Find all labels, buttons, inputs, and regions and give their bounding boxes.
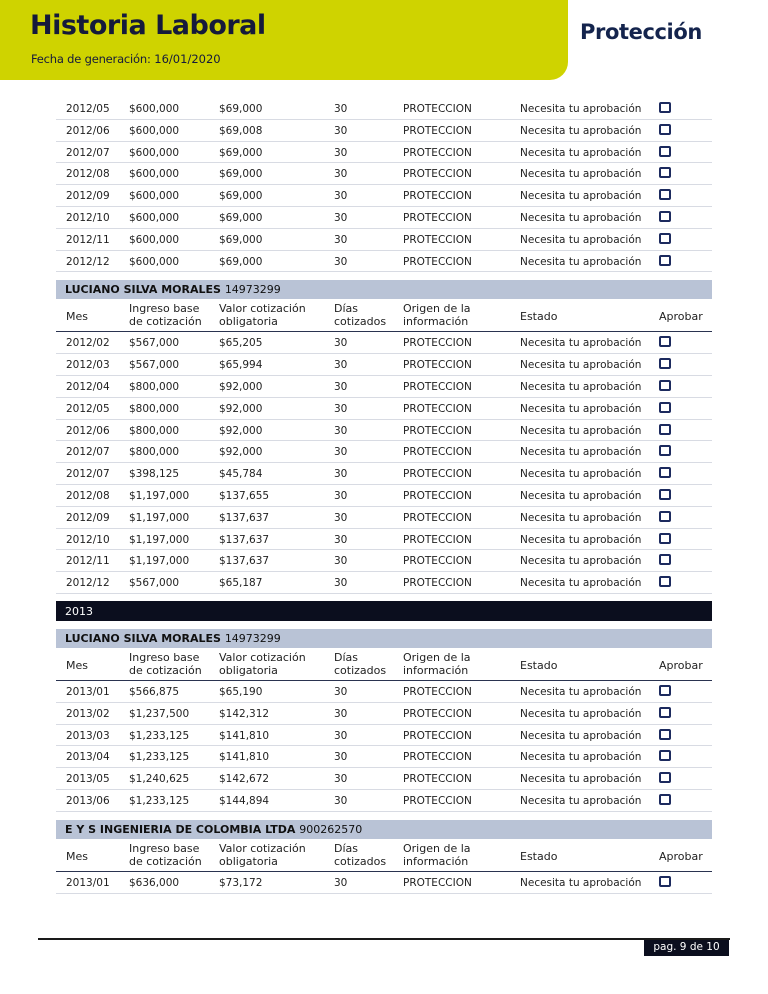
approve-checkbox[interactable] (659, 380, 671, 391)
approve-checkbox[interactable] (659, 402, 671, 413)
cell-dias: 30 (334, 103, 348, 115)
approve-checkbox[interactable] (659, 189, 671, 200)
cell-estado: Necesita tu aprobación (520, 468, 642, 481)
approve-checkbox[interactable] (659, 146, 671, 157)
cell-estado: Necesita tu aprobación (520, 489, 642, 502)
cell-ingreso: $600,000 (129, 190, 180, 203)
cell-estado: Necesita tu aprobación (520, 707, 642, 720)
table-row (56, 550, 712, 572)
approve-checkbox[interactable] (659, 255, 671, 266)
cell-origen: PROTECCION (403, 773, 472, 786)
table-row (56, 120, 712, 142)
cell-origen: PROTECCION (403, 489, 472, 502)
cell-dias: 30 (334, 876, 348, 889)
cell-mes: 2012/03 (66, 359, 110, 372)
cell-dias: 30 (334, 707, 348, 720)
cell-estado: Necesita tu aprobación (520, 729, 642, 742)
col-dias-header-line1: Días (334, 302, 358, 316)
cell-dias: 30 (334, 380, 348, 393)
table-row (56, 507, 712, 529)
cell-mes: 2012/05 (66, 402, 110, 415)
cell-mes: 2012/08 (66, 489, 110, 502)
col-dias-header-line2: cotizados (334, 315, 387, 329)
cell-ingreso: $800,000 (129, 424, 180, 437)
col-estado-header: Estado (520, 658, 558, 672)
cell-ingreso: $1,237,500 (129, 707, 190, 720)
approve-checkbox[interactable] (659, 533, 671, 544)
cell-dias: 30 (334, 685, 348, 698)
cell-origen: PROTECCION (403, 468, 472, 481)
cell-dias: 30 (334, 359, 348, 372)
cell-dias: 30 (334, 773, 348, 786)
cell-mes: 2013/01 (66, 685, 110, 698)
cell-mes: 2012/08 (66, 168, 110, 181)
cell-valor: $45,784 (219, 468, 263, 481)
approve-checkbox[interactable] (659, 685, 671, 696)
cell-dias: 30 (334, 402, 348, 415)
cell-mes: 2012/12 (66, 577, 110, 590)
cell-mes: 2012/12 (66, 255, 110, 268)
cell-origen: PROTECCION (403, 533, 472, 546)
table-row (56, 746, 712, 768)
approve-checkbox[interactable] (659, 729, 671, 740)
col-ingreso-header-line2: de cotización (129, 854, 202, 868)
cell-origen: PROTECCION (403, 255, 472, 268)
cell-valor: $69,000 (219, 255, 263, 268)
approve-checkbox[interactable] (659, 707, 671, 718)
cell-dias: 30 (334, 255, 348, 268)
cell-estado: Necesita tu aprobación (520, 446, 642, 459)
cell-origen: PROTECCION (403, 511, 472, 524)
col-origen-header-line1: Origen de la (403, 841, 471, 855)
cell-valor: $73,172 (219, 876, 263, 889)
col-mes-header: Mes (66, 658, 88, 672)
cell-ingreso: $1,233,125 (129, 729, 190, 742)
cell-valor: $69,000 (219, 146, 263, 159)
cell-origen: PROTECCION (403, 103, 472, 115)
generation-date-value: 16/01/2020 (154, 52, 221, 66)
cell-ingreso: $1,197,000 (129, 489, 190, 502)
col-ingreso-header-line1: Ingreso base (129, 650, 200, 664)
cell-origen: PROTECCION (403, 751, 472, 764)
approve-checkbox[interactable] (659, 336, 671, 347)
table-row (56, 768, 712, 790)
cell-origen: PROTECCION (403, 337, 472, 350)
approve-checkbox[interactable] (659, 233, 671, 244)
cell-mes: 2012/07 (66, 446, 110, 459)
cell-dias: 30 (334, 337, 348, 350)
cell-mes: 2012/07 (66, 146, 110, 159)
cell-ingreso: $800,000 (129, 446, 180, 459)
col-origen-header-line1: Origen de la (403, 302, 471, 316)
approve-checkbox[interactable] (659, 576, 671, 587)
table-row (56, 142, 712, 164)
cell-mes: 2013/03 (66, 729, 110, 742)
cell-origen: PROTECCION (403, 168, 472, 181)
col-valor-header-line2: obligatoria (219, 854, 278, 868)
approve-checkbox[interactable] (659, 424, 671, 435)
cell-ingreso: $1,233,125 (129, 751, 190, 764)
cell-ingreso: $600,000 (129, 255, 180, 268)
employer-bar (56, 280, 712, 299)
table-row (56, 725, 712, 747)
cell-mes: 2012/06 (66, 124, 110, 137)
cell-valor: $141,810 (219, 751, 270, 764)
employer-id: 14973299 (224, 631, 281, 645)
page-header (0, 0, 768, 80)
col-estado-header: Estado (520, 310, 558, 324)
col-estado-header: Estado (520, 849, 558, 863)
col-dias-header-line1: Días (334, 841, 358, 855)
table-row (56, 872, 712, 894)
cell-dias: 30 (334, 211, 348, 224)
cell-origen: PROTECCION (403, 707, 472, 720)
cell-ingreso: $800,000 (129, 402, 180, 415)
approve-checkbox[interactable] (659, 445, 671, 456)
table-row (56, 572, 712, 594)
cell-origen: PROTECCION (403, 555, 472, 568)
cell-estado: Necesita tu aprobación (520, 511, 642, 524)
cell-estado: Necesita tu aprobación (520, 380, 642, 393)
approve-checkbox[interactable] (659, 794, 671, 805)
approve-checkbox[interactable] (659, 511, 671, 522)
cell-ingreso: $636,000 (129, 876, 180, 889)
cell-valor: $144,894 (219, 794, 270, 807)
employer-name: E Y S INGENIERIA DE COLOMBIA LTDA (65, 822, 296, 836)
footer-divider (38, 938, 730, 940)
cell-ingreso: $567,000 (129, 337, 180, 350)
col-mes-header: Mes (66, 310, 88, 324)
employer-id: 14973299 (224, 283, 281, 297)
cell-valor: $137,637 (219, 533, 270, 546)
cell-dias: 30 (334, 794, 348, 807)
cell-valor: $69,000 (219, 211, 263, 224)
cell-estado: Necesita tu aprobación (520, 555, 642, 568)
table-row (56, 163, 712, 185)
cell-valor: $65,187 (219, 577, 263, 590)
cell-estado: Necesita tu aprobación (520, 233, 642, 246)
cell-dias: 30 (334, 233, 348, 246)
employer-name: LUCIANO SILVA MORALES (65, 283, 221, 297)
approve-checkbox[interactable] (659, 124, 671, 135)
column-header-row (56, 839, 712, 872)
cell-mes: 2012/11 (66, 555, 110, 568)
cell-mes: 2012/09 (66, 511, 110, 524)
cell-dias: 30 (334, 124, 348, 137)
cell-valor: $65,205 (219, 337, 263, 350)
cell-estado: Necesita tu aprobación (520, 751, 642, 764)
approve-checkbox[interactable] (659, 489, 671, 500)
col-valor-header-line2: obligatoria (219, 315, 278, 329)
cell-origen: PROTECCION (403, 124, 472, 137)
approve-checkbox[interactable] (659, 554, 671, 565)
history-table (56, 98, 712, 894)
cell-valor: $92,000 (219, 446, 263, 459)
cell-estado: Necesita tu aprobación (520, 103, 642, 115)
cell-valor: $92,000 (219, 424, 263, 437)
page-title: Historia Laboral (30, 10, 266, 41)
cell-estado: Necesita tu aprobación (520, 168, 642, 181)
cell-origen: PROTECCION (403, 729, 472, 742)
employer-bar (56, 820, 712, 839)
table-row (56, 229, 712, 251)
col-valor-header-line1: Valor cotización (219, 302, 306, 316)
col-valor-header-line1: Valor cotización (219, 650, 306, 664)
cell-origen: PROTECCION (403, 190, 472, 203)
cell-ingreso: $800,000 (129, 380, 180, 393)
col-mes-header: Mes (66, 849, 88, 863)
cell-ingreso: $600,000 (129, 211, 180, 224)
cell-mes: 2012/05 (66, 103, 110, 115)
cell-mes: 2012/10 (66, 533, 110, 546)
cell-valor: $69,000 (219, 190, 263, 203)
cell-mes: 2012/04 (66, 380, 110, 393)
cell-mes: 2012/07 (66, 468, 110, 481)
cell-estado: Necesita tu aprobación (520, 533, 642, 546)
cell-ingreso: $1,197,000 (129, 555, 190, 568)
cell-origen: PROTECCION (403, 577, 472, 590)
cell-mes: 2013/04 (66, 751, 110, 764)
cell-estado: Necesita tu aprobación (520, 255, 642, 268)
cell-origen: PROTECCION (403, 794, 472, 807)
section-continued-2012 (56, 98, 712, 272)
col-valor-header-line1: Valor cotización (219, 841, 306, 855)
cell-valor: $92,000 (219, 380, 263, 393)
cell-valor: $137,655 (219, 489, 270, 502)
table-row (56, 354, 712, 376)
cell-mes: 2013/05 (66, 773, 110, 786)
col-dias-header-line2: cotizados (334, 854, 387, 868)
generation-date-label: Fecha de generación: (31, 52, 151, 66)
cell-ingreso: $1,233,125 (129, 794, 190, 807)
cell-dias: 30 (334, 489, 348, 502)
cell-ingreso: $600,000 (129, 168, 180, 181)
col-origen-header-line2: información (403, 663, 469, 677)
col-ingreso-header-line1: Ingreso base (129, 841, 200, 855)
col-aprobar-header: Aprobar (659, 658, 703, 672)
table-row (56, 185, 712, 207)
cell-valor: $69,000 (219, 233, 263, 246)
cell-origen: PROTECCION (403, 402, 472, 415)
cell-dias: 30 (334, 168, 348, 181)
table-row (56, 703, 712, 725)
cell-mes: 2012/09 (66, 190, 110, 203)
cell-estado: Necesita tu aprobación (520, 685, 642, 698)
cell-valor: $141,810 (219, 729, 270, 742)
table-row (56, 207, 712, 229)
cell-valor: $69,000 (219, 168, 263, 181)
col-valor-header-line2: obligatoria (219, 663, 278, 677)
cell-valor: $69,008 (219, 124, 263, 137)
cell-origen: PROTECCION (403, 380, 472, 393)
cell-estado: Necesita tu aprobación (520, 577, 642, 590)
cell-valor: $142,672 (219, 773, 270, 786)
approve-checkbox[interactable] (659, 750, 671, 761)
table-row (56, 463, 712, 485)
cell-dias: 30 (334, 468, 348, 481)
approve-checkbox[interactable] (659, 876, 671, 887)
cell-estado: Necesita tu aprobación (520, 876, 642, 889)
cell-estado: Necesita tu aprobación (520, 424, 642, 437)
cell-ingreso: $600,000 (129, 233, 180, 246)
brand-logo: Protección (580, 20, 702, 44)
cell-origen: PROTECCION (403, 359, 472, 372)
table-row (56, 441, 712, 463)
cell-estado: Necesita tu aprobación (520, 402, 642, 415)
table-row (56, 398, 712, 420)
cell-dias: 30 (334, 729, 348, 742)
cell-estado: Necesita tu aprobación (520, 359, 642, 372)
cell-mes: 2012/11 (66, 233, 110, 246)
cell-mes: 2013/01 (66, 876, 110, 889)
cell-valor: $137,637 (219, 511, 270, 524)
cell-valor: $65,994 (219, 359, 263, 372)
approve-checkbox[interactable] (659, 211, 671, 222)
page-number: pag. 9 de 10 (644, 940, 729, 956)
cell-mes: 2012/02 (66, 337, 110, 350)
approve-checkbox[interactable] (659, 772, 671, 783)
col-origen-header-line2: información (403, 315, 469, 329)
col-dias-header-line2: cotizados (334, 663, 387, 677)
cell-estado: Necesita tu aprobación (520, 773, 642, 786)
column-header-row (56, 299, 712, 332)
cell-ingreso: $566,875 (129, 685, 180, 698)
cell-valor: $137,637 (219, 555, 270, 568)
cell-mes: 2012/06 (66, 424, 110, 437)
table-row (56, 98, 712, 120)
table-row (56, 251, 712, 273)
cell-valor: $65,190 (219, 685, 263, 698)
cell-ingreso: $398,125 (129, 468, 180, 481)
col-ingreso-header-line2: de cotización (129, 663, 202, 677)
cell-ingreso: $1,197,000 (129, 533, 190, 546)
generation-date (31, 52, 221, 66)
cell-mes: 2013/06 (66, 794, 110, 807)
cell-dias: 30 (334, 577, 348, 590)
cell-ingreso: $600,000 (129, 124, 180, 137)
cell-ingreso: $1,240,625 (129, 773, 190, 786)
table-row (56, 790, 712, 812)
table-row (56, 529, 712, 551)
cell-origen: PROTECCION (403, 876, 472, 889)
table-row (56, 681, 712, 703)
cell-ingreso: $600,000 (129, 103, 180, 115)
cell-origen: PROTECCION (403, 685, 472, 698)
cell-origen: PROTECCION (403, 233, 472, 246)
table-row (56, 376, 712, 398)
col-dias-header-line1: Días (334, 650, 358, 664)
approve-checkbox[interactable] (659, 102, 671, 113)
col-aprobar-header: Aprobar (659, 310, 703, 324)
cell-dias: 30 (334, 146, 348, 159)
approve-checkbox[interactable] (659, 167, 671, 178)
cell-valor: $142,312 (219, 707, 270, 720)
cell-ingreso: $567,000 (129, 577, 180, 590)
cell-estado: Necesita tu aprobación (520, 337, 642, 350)
cell-dias: 30 (334, 424, 348, 437)
cell-ingreso: $1,197,000 (129, 511, 190, 524)
cell-estado: Necesita tu aprobación (520, 124, 642, 137)
cell-estado: Necesita tu aprobación (520, 146, 642, 159)
employer-name: LUCIANO SILVA MORALES (65, 631, 221, 645)
col-origen-header-line1: Origen de la (403, 650, 471, 664)
cell-dias: 30 (334, 533, 348, 546)
cell-origen: PROTECCION (403, 446, 472, 459)
col-aprobar-header: Aprobar (659, 849, 703, 863)
section-luciano-2012 (56, 332, 712, 594)
year-bar: 2013 (56, 601, 712, 621)
cell-origen: PROTECCION (403, 424, 472, 437)
cell-estado: Necesita tu aprobación (520, 211, 642, 224)
cell-valor: $69,000 (219, 103, 263, 115)
employer-id: 900262570 (299, 822, 363, 836)
cell-mes: 2013/02 (66, 707, 110, 720)
cell-origen: PROTECCION (403, 211, 472, 224)
cell-dias: 30 (334, 555, 348, 568)
cell-estado: Necesita tu aprobación (520, 794, 642, 807)
section-luciano-2013 (56, 681, 712, 812)
table-row (56, 485, 712, 507)
col-ingreso-header-line2: de cotización (129, 315, 202, 329)
cell-origen: PROTECCION (403, 146, 472, 159)
cell-ingreso: $567,000 (129, 359, 180, 372)
employer-bar (56, 629, 712, 648)
column-header-row (56, 648, 712, 681)
approve-checkbox[interactable] (659, 358, 671, 369)
cell-valor: $92,000 (219, 402, 263, 415)
cell-ingreso: $600,000 (129, 146, 180, 159)
col-origen-header-line2: información (403, 854, 469, 868)
cell-mes: 2012/10 (66, 211, 110, 224)
approve-checkbox[interactable] (659, 467, 671, 478)
cell-dias: 30 (334, 751, 348, 764)
col-ingreso-header-line1: Ingreso base (129, 302, 200, 316)
cell-dias: 30 (334, 511, 348, 524)
table-row (56, 420, 712, 442)
table-row (56, 332, 712, 354)
cell-dias: 30 (334, 190, 348, 203)
cell-estado: Necesita tu aprobación (520, 190, 642, 203)
cell-dias: 30 (334, 446, 348, 459)
section-eys-2013 (56, 872, 712, 894)
